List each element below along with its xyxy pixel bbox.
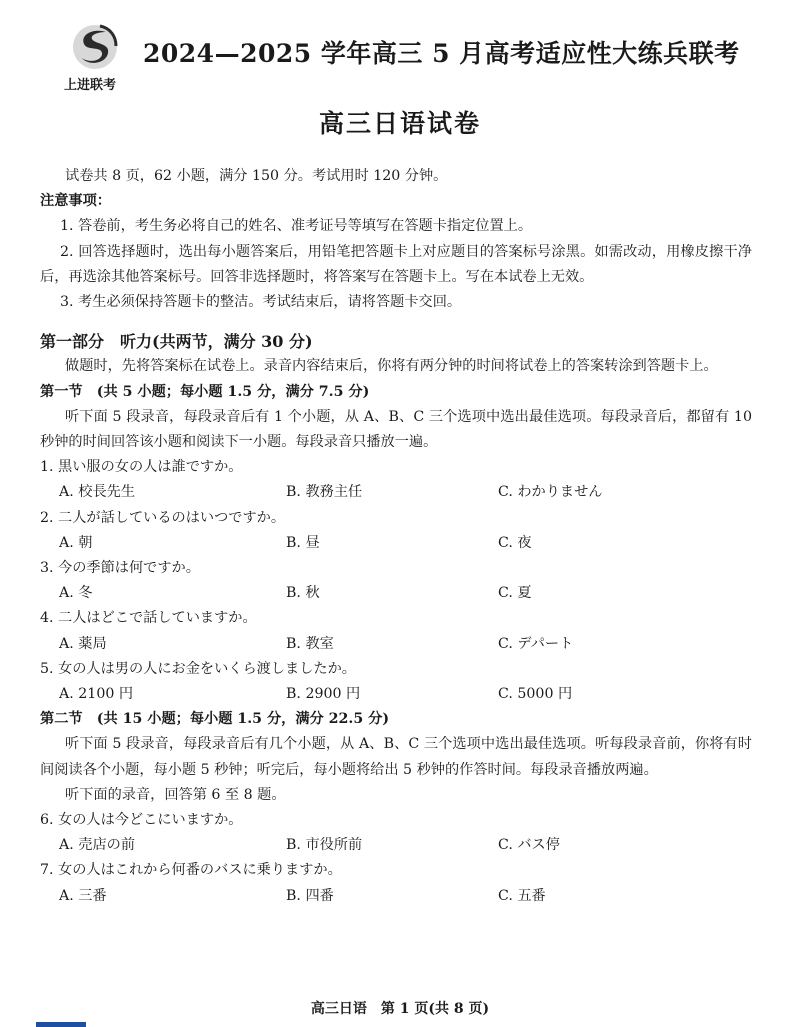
exam-series-title: 2024—2025 学年高三 5 月高考适应性大练兵联考	[143, 39, 740, 68]
page-footer: 高三日语 第 1 页(共 8 页)	[310, 1001, 490, 1017]
part1-instruction: 做题时，先将答案标在试卷上。录音内容结束后，你将有两分钟的时间将试卷上的答案转涂到答题卡上。	[65, 358, 718, 375]
question-text: 1. 黒い服の女の人は誰ですか。	[40, 459, 243, 476]
option-b[interactable]: B. 市役所前	[286, 837, 363, 854]
answer-options	[40, 833, 752, 858]
part1-heading: 第一部分 听力(共两节，满分 30 分)	[40, 332, 313, 352]
shangjin-logo	[58, 18, 138, 98]
option-c[interactable]: C. バス停	[498, 837, 560, 854]
question-text: 2. 二人が話しているのはいつですか。	[40, 509, 286, 526]
question-item	[40, 506, 752, 556]
option-a[interactable]: A. 薬局	[59, 635, 107, 652]
logo-label: 上进联考	[64, 78, 117, 93]
option-b[interactable]: B. 昼	[286, 534, 320, 551]
notice-heading: 注意事项：	[40, 193, 111, 210]
answer-options	[40, 480, 752, 505]
question-text: 7. 女の人はこれから何番のバスに乗りますか。	[40, 862, 342, 879]
exam-intro: 试卷共 8 页，62 小题，满分 150 分。考试用时 120 分钟。	[65, 168, 448, 184]
option-a[interactable]: A. 校長先生	[59, 484, 136, 501]
answer-options	[40, 884, 752, 909]
exam-body	[40, 164, 752, 909]
section2-sub-instruction: 听下面的录音，回答第 6 至 8 题。	[65, 786, 286, 803]
swirl-logo-icon	[70, 22, 120, 72]
option-b[interactable]: B. 教室	[286, 635, 334, 652]
question-item	[40, 606, 752, 656]
section2-heading: 第二节 (共 15 小题；每小题 1.5 分，满分 22.5 分)	[40, 711, 390, 728]
question-item	[40, 858, 752, 908]
option-a[interactable]: A. 売店の前	[59, 837, 136, 854]
question-item	[40, 808, 752, 858]
answer-options	[40, 581, 752, 606]
option-b[interactable]: B. 2900 円	[286, 686, 361, 703]
question-text: 4. 二人はどこで話していますか。	[40, 610, 257, 627]
answer-options	[40, 632, 752, 657]
option-a[interactable]: A. 三番	[59, 887, 107, 904]
notice-item: 3. 考生必须保持答题卡的整洁。考试结束后，请将答题卡交回。	[60, 294, 462, 311]
exam-header	[58, 18, 778, 98]
option-b[interactable]: B. 秋	[286, 585, 320, 602]
notice-item: 1. 答卷前，考生务必将自己的姓名、准考证号等填写在答题卡指定位置上。	[60, 218, 533, 235]
answer-options	[40, 682, 752, 707]
answer-options	[40, 531, 752, 556]
option-c[interactable]: C. 夏	[498, 585, 532, 602]
option-a[interactable]: A. 冬	[59, 585, 93, 602]
option-c[interactable]: C. デパート	[498, 635, 574, 652]
paper-title: 高三日语试卷	[318, 109, 481, 138]
option-c[interactable]: C. わかりません	[498, 484, 603, 501]
option-c[interactable]: C. 5000 円	[498, 686, 573, 703]
section2-instruction: 听下面 5 段录音，每段录音后有几个小题，从 A、B、C 三个选项中选出最佳选项。听每段录音前，你将有时间阅读各个小题，每小题 5 秒钟；听完后，每小题将给出 5 秒钟的作答时间。每段录音播放两遍。	[40, 736, 752, 778]
option-a[interactable]: A. 朝	[59, 534, 93, 551]
question-text: 5. 女の人は男の人にお金をいくら渡しましたか。	[40, 660, 356, 677]
option-b[interactable]: B. 四番	[286, 887, 334, 904]
question-item	[40, 455, 752, 505]
corner-mark	[36, 1022, 86, 1027]
option-c[interactable]: C. 五番	[498, 887, 546, 904]
section1-instruction: 听下面 5 段录音，每段录音后有 1 个小题，从 A、B、C 三个选项中选出最佳选项。每段录音后，都留有 10 秒钟的时间回答该小题和阅读下一小题。每段录音只播放一遍。	[40, 408, 752, 451]
question-text: 3. 今の季節は何ですか。	[40, 560, 200, 577]
option-b[interactable]: B. 教務主任	[286, 484, 363, 501]
section1-heading: 第一节 (共 5 小题；每小题 1.5 分，满分 7.5 分)	[40, 383, 370, 400]
option-a[interactable]: A. 2100 円	[59, 686, 134, 703]
notice-item: 2. 回答选择题时，选出每小题答案后，用铅笔把答题卡上对应题目的答案标号涂黑。如需改动，用橡皮擦干净后，再选涂其他答案标号。回答非选择题时，将答案写在答题卡上。写在本试卷上无效。	[40, 243, 752, 285]
question-item	[40, 556, 752, 606]
question-item	[40, 657, 752, 707]
question-text: 6. 女の人は今どこにいますか。	[40, 812, 243, 829]
option-c[interactable]: C. 夜	[498, 534, 532, 551]
